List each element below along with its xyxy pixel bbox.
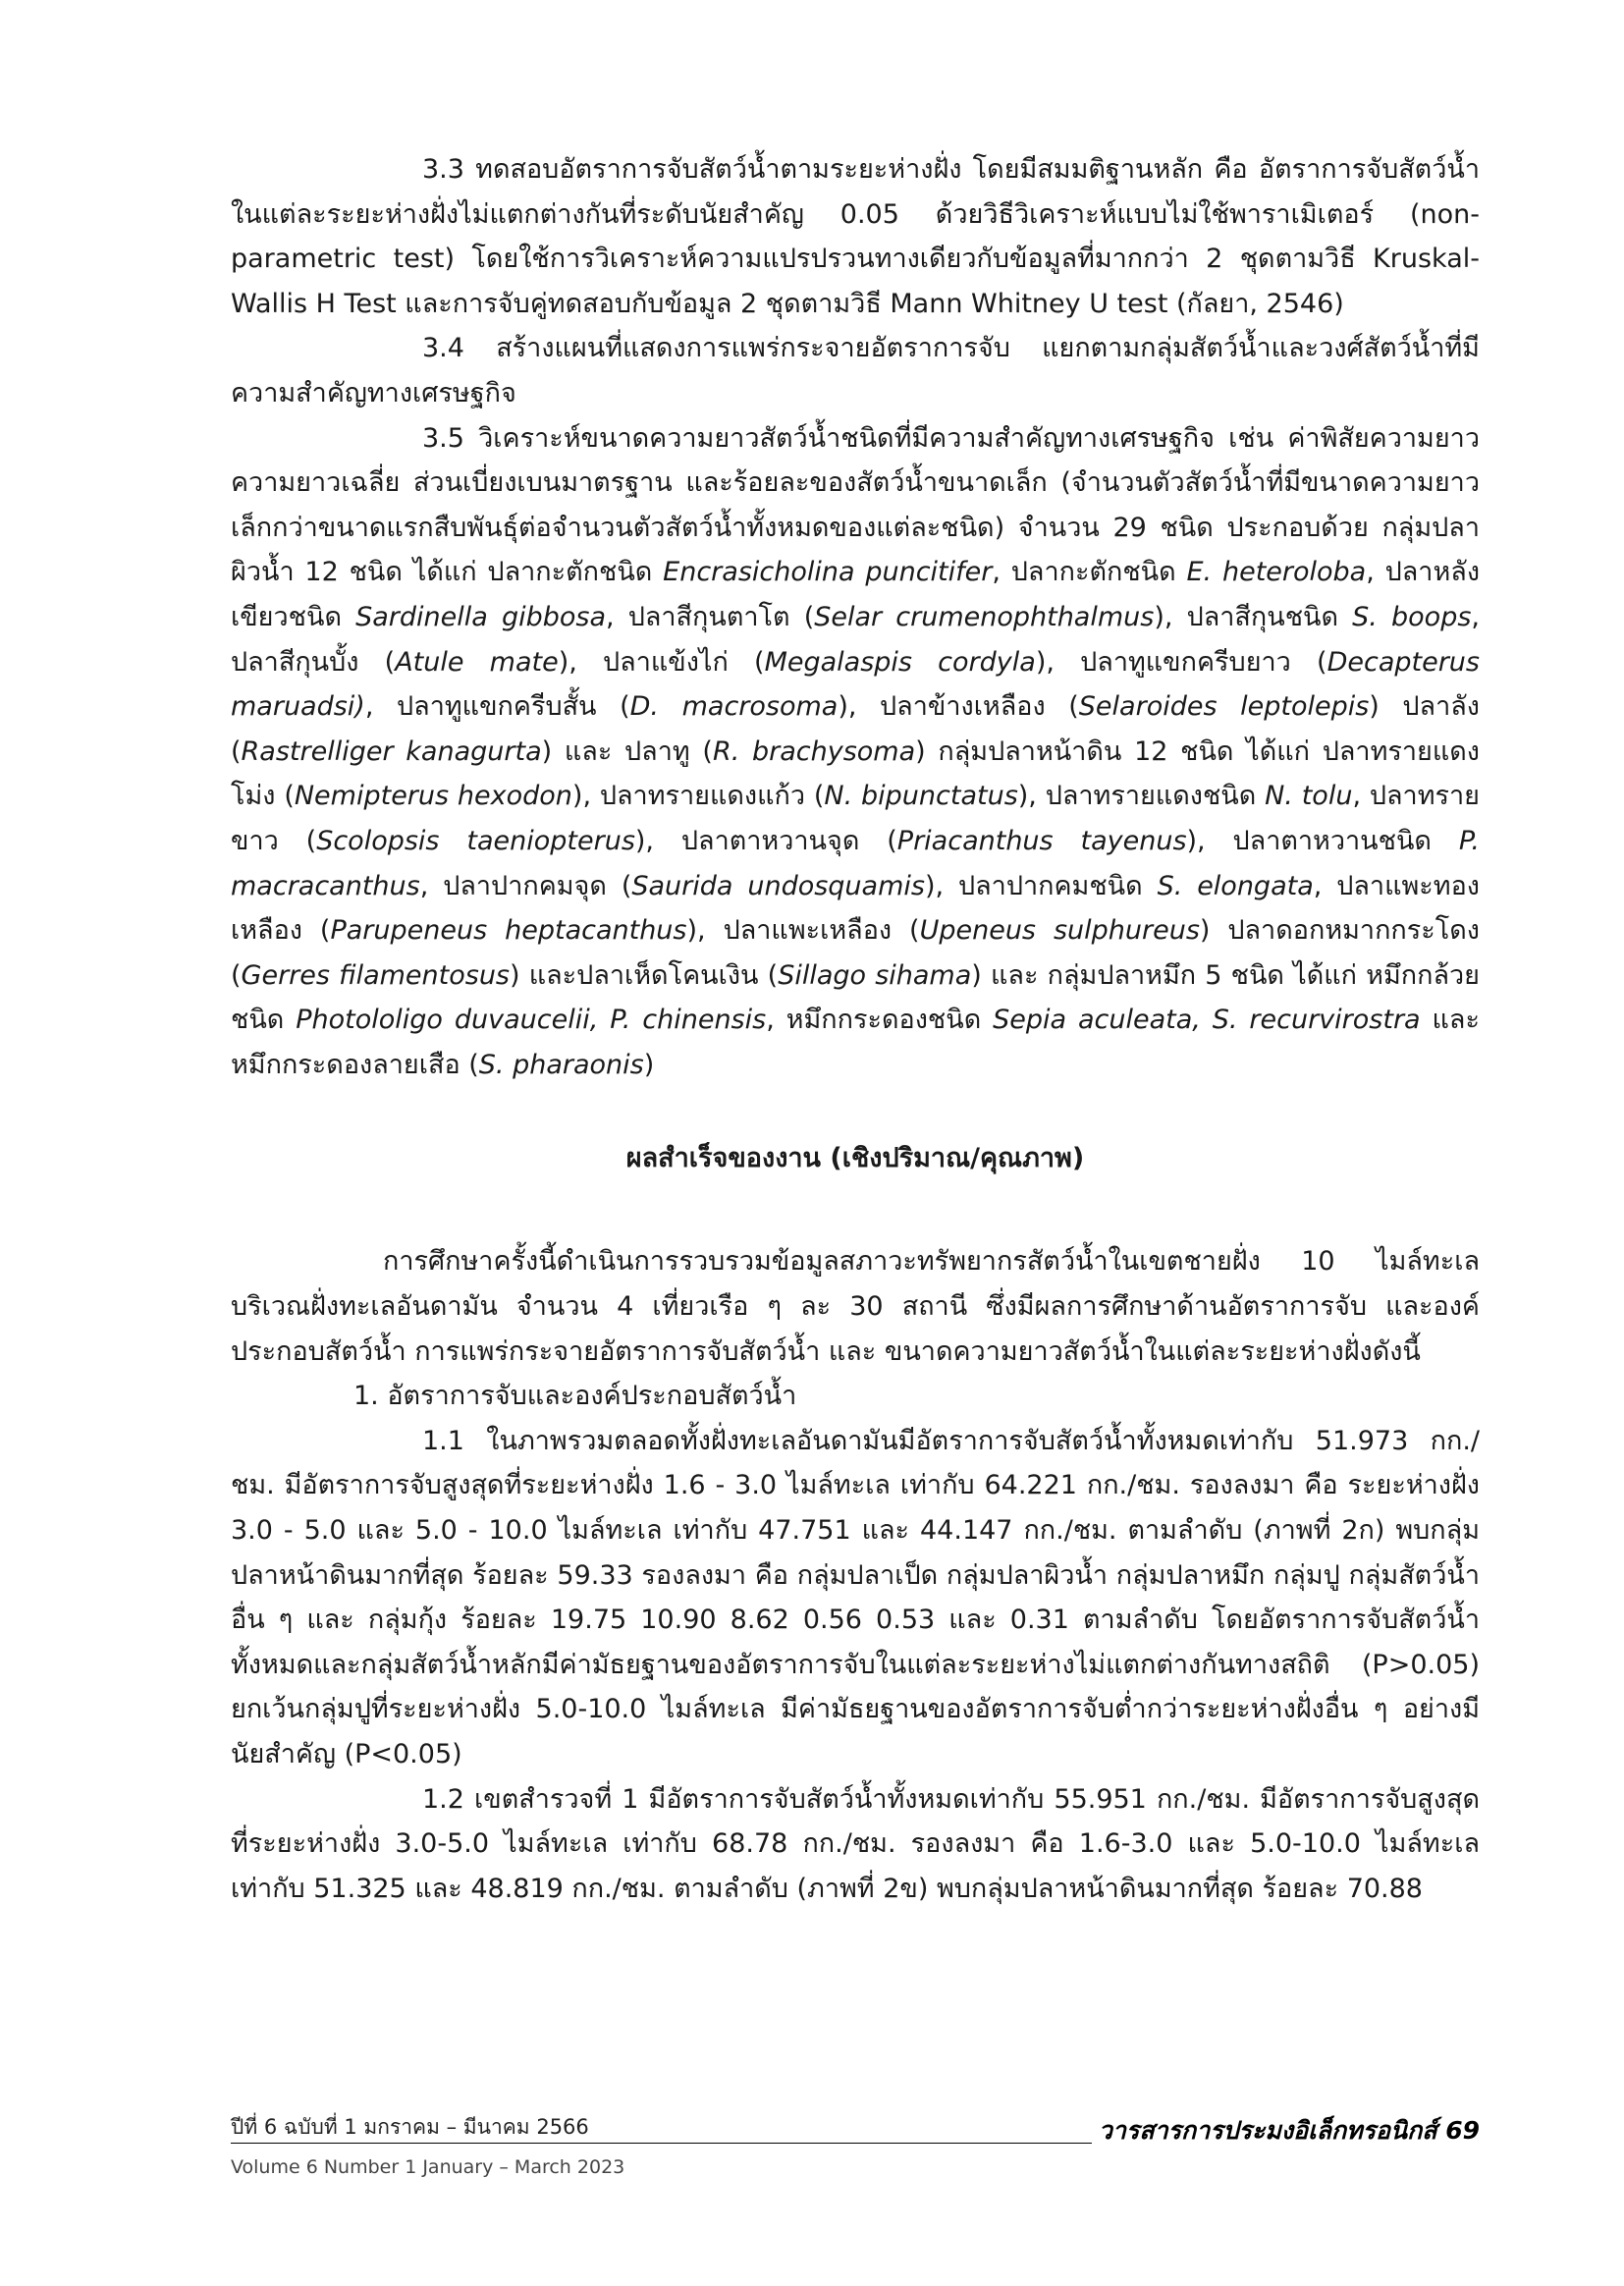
text-run: , ปลาหลังเขียวชนิด: [231, 557, 1480, 632]
subheading-catch-rate: 1. อัตราการจับและองค์ประกอบสัตว์น้ำ: [353, 1381, 797, 1412]
species-name: Megalaspis cordyla: [764, 646, 1036, 678]
species-name: Selaroides leptolepis: [1078, 691, 1370, 723]
text-run: , ปลาสีกุนบั้ง (: [231, 601, 1480, 678]
footer-issue-thai: ปีที่ 6 ฉบับที่ 1 มกราคม – มีนาคม 2566: [231, 2115, 589, 2139]
footer-rule: [231, 2143, 1092, 2144]
text-run: ), ปลาแข้งไก่ (: [558, 646, 765, 678]
species-name: N. bipunctatus: [824, 781, 1018, 812]
text-run: ) และ กลุ่มปลาหมึก 5 ชนิด ได้แก่ หมึกกล้วยชนิด: [231, 959, 1480, 1036]
text-run: ), ปลาทูแขกครีบยาว (: [1035, 646, 1327, 678]
species-name: N. tolu: [1265, 781, 1353, 812]
footer-issue-english: Volume 6 Number 1 January – March 2023: [231, 2156, 625, 2178]
species-name: D. macrosoma: [629, 691, 839, 723]
species-name: S. boops: [1352, 601, 1472, 632]
species-name: Scolopsis taeniopterus: [316, 825, 635, 856]
text-run: ), ปลาแพะเหลือง (: [686, 915, 920, 947]
species-name: Upeneus sulphureus: [919, 915, 1200, 947]
paragraph-intro: การศึกษาครั้งนี้ดำเนินการรวบรวมข้อมูลสภาวะทรัพยากรสัตว์น้ำในเขตชายฝั่ง 10 ไมล์ทะเล บริเวณฝั่งทะเลอันดามัน จำนวน 4 เที่ยวเรือ ๆ ละ 30 สถานี ซึ่งมีผลการศึกษาด้านอัตราการจับ และองค์ประกอบสัตว์น้ำ การแพร่กระจายอัตราการจับสัตว์น้ำ และ ขนาดความยาวสัตว์น้ำในแต่ละระยะห่างฝั่งดังนี้: [231, 1246, 1480, 1367]
text-run: , ปลาทูแขกครีบสั้น (: [364, 691, 630, 723]
text-run: , ปลาทรายขาว (: [231, 781, 1480, 856]
species-name: Selar crumenophthalmus: [814, 601, 1155, 632]
text-run: , ปลาสีกุนตาโต (: [606, 601, 815, 632]
species-name: Sepia aculeata, S. recurvirostra: [993, 1005, 1421, 1036]
text-run: ): [643, 1049, 655, 1080]
species-name: Decapterus maruadsi): [231, 646, 1480, 723]
text-run: ), ปลาปากคมชนิด: [924, 870, 1158, 901]
paragraph-1-1: 1.1 ในภาพรวมตลอดทั้งฝั่งทะเลอันดามันมีอัตราการจับสัตว์น้ำทั้งหมดเท่ากับ 51.973 กก./ชม. มีอัตราการจับสูงสุดที่ระยะห่างฝั่ง 1.6 - 3.0 ไมล์ทะเล เท่ากับ 64.221 กก./ชม. รองลงมา คือ ระยะห่างฝั่ง 3.0 - 5.0 และ 5.0 - 10.0 ไมล์ทะเล เท่ากับ 47.751 และ 44.147 กก./ชม. ตามลำดับ (ภาพที่ 2ก) พบกลุ่มปลาหน้าดินมากที่สุด ร้อยละ 59.33 รองลงมา คือ กลุ่มปลาเป็ด กลุ่มปลาผิวน้ำ กลุ่มปลาหมึก กลุ่มปู กลุ่มสัตว์น้ำอื่น ๆ และ กลุ่มกุ้ง ร้อยละ 19.75 10.90 8.62 0.56 0.53 และ 0.31 ตามลำดับ โดยอัตราการจับสัตว์น้ำทั้งหมดและกลุ่มสัตว์น้ำหลักมีค่ามัธยฐานของอัตราการจับในแต่ละระยะห่างไม่แตกต่างกันทางสถิติ (P>0.05) ยกเว้นกลุ่มปูที่ระยะห่างฝั่ง 5.0-10.0 ไมล์ทะเล มีค่ามัธยฐานของอัตราการจับต่ำกว่าระยะห่างฝั่งอื่น ๆ อย่างมีนัยสำคัญ (P<0.05): [231, 1425, 1480, 1769]
footer-journal-title: วารสารการประมงอิเล็กทรอนิกส์ 69: [1098, 2116, 1480, 2145]
text-run: , ปลาปากคมจุด (: [419, 870, 632, 901]
paragraph-3-4: 3.4 สร้างแผนที่แสดงการแพร่กระจายอัตราการจับ แยกตามกลุ่มสัตว์น้ำและวงศ์สัตว์น้ำที่มีความสำคัญทางเศรษฐกิจ: [231, 333, 1480, 408]
text-run: , ปลากะตักชนิด: [992, 557, 1187, 588]
text-run: ), ปลาตาหวานชนิด: [1186, 825, 1459, 856]
text-run: , หมึกกระดองชนิด: [766, 1005, 994, 1036]
species-name: P. macracanthus: [231, 825, 1480, 901]
text-run: ) และ ปลาทู (: [541, 735, 713, 767]
page-body: [231, 147, 1480, 1911]
species-name: Priacanthus tayenus: [896, 825, 1187, 856]
text-run: ) ปลาลัง (: [231, 691, 1480, 767]
text-run: ), ปลาตาหวานจุด (: [634, 825, 897, 856]
paragraph-1-2: 1.2 เขตสำรวจที่ 1 มีอัตราการจับสัตว์น้ำทั้งหมดเท่ากับ 55.951 กก./ชม. มีอัตราการจับสูงสุดที่ระยะห่างฝั่ง 3.0-5.0 ไมล์ทะเล เท่ากับ 68.78 กก./ชม. รองลงมา คือ 1.6-3.0 และ 5.0-10.0 ไมล์ทะเล เท่ากับ 51.325 และ 48.819 กก./ชม. ตามลำดับ (ภาพที่ 2ข) พบกลุ่มปลาหน้าดินมากที่สุด ร้อยละ 70.88: [231, 1783, 1480, 1904]
text-run: ), ปลาข้างเหลือง (: [838, 691, 1079, 723]
species-name: Parupeneus heptacanthus: [330, 915, 687, 947]
species-name: R. brachysoma: [712, 735, 916, 767]
species-name: Atule mate: [395, 646, 559, 678]
paragraph-3-3: 3.3 ทดสอบอัตราการจับสัตว์น้ำตามระยะห่างฝั่ง โดยมีสมมติฐานหลัก คือ อัตราการจับสัตว์น้ำในแต่ละระยะห่างฝั่งไม่แตกต่างกันที่ระดับนัยสำคัญ 0.05 ด้วยวิธีวิเคราะห์แบบไม่ใช้พาราเมิเตอร์ (non-parametric test) โดยใช้การวิเคราะห์ความแปรปรวนทางเดียวกับข้อมูลที่มากกว่า 2 ชุดตามวิธี Kruskal-Wallis H Test และการจับคู่ทดสอบกับข้อมูล 2 ชุดตามวิธี Mann Whitney U test (กัลยา, 2546): [231, 154, 1480, 319]
species-name: Rastrelliger kanagurta: [241, 735, 542, 767]
section-heading: ผลสำเร็จของงาน (เชิงปริมาณ/คุณภาพ): [625, 1143, 1085, 1174]
text-run: 3.5 วิเคราะห์ขนาดความยาวสัตว์น้ำชนิดที่มีความสำคัญทางเศรษฐกิจ เช่น ค่าพิสัยความยาว ความยาวเฉลี่ย ส่วนเบี่ยงเบนมาตรฐาน และร้อยละของสัตว์น้ำขนาดเล็ก (จำนวนตัวสัตว์น้ำที่มีขนาดความยาวเล็กกว่าขนาดแรกสืบพันธุ์ต่อจำนวนตัวสัตว์น้ำทั้งหมดของแต่ละชนิด) จำนวน 29 ชนิด ประกอบด้วย กลุ่มปลาผิวน้ำ 12 ชนิด ได้แก่ ปลากะตักชนิด: [231, 422, 1480, 588]
text-run: ), ปลาสีกุนชนิด: [1154, 601, 1353, 632]
species-name: S. pharaonis: [478, 1049, 644, 1080]
species-name: Sillago sihama: [778, 959, 972, 991]
species-name: S. elongata: [1157, 870, 1314, 901]
species-name: Nemipterus hexodon: [294, 781, 572, 812]
species-name: Encrasicholina puncitifer: [663, 557, 993, 588]
paragraph-3-5: [231, 416, 1480, 1088]
species-name: E. heteroloba: [1186, 557, 1367, 588]
text-run: ) กลุ่มปลาหน้าดิน 12 ชนิด ได้แก่ ปลาทรายแดงโม่ง (: [231, 735, 1480, 812]
page-footer: [231, 2111, 1480, 2178]
species-name: Sardinella gibbosa: [355, 601, 606, 632]
text-run: ), ปลาทรายแดงชนิด: [1017, 781, 1266, 812]
text-run: ), ปลาทรายแดงแก้ว (: [571, 781, 825, 812]
species-name: Saurida undosquamis: [631, 870, 925, 901]
text-run: ) และปลาเห็ดโคนเงิน (: [510, 959, 779, 991]
text-run: ) ปลาดอกหมากกระโดง (: [231, 915, 1480, 991]
species-name: Photololigo duvaucelii, P. chinensis: [296, 1005, 767, 1036]
text-run: และ หมึกกระดองลายเสือ (: [231, 1005, 1480, 1080]
text-run: , ปลาแพะทองเหลือง (: [231, 870, 1480, 947]
species-name: Gerres filamentosus: [241, 959, 511, 991]
